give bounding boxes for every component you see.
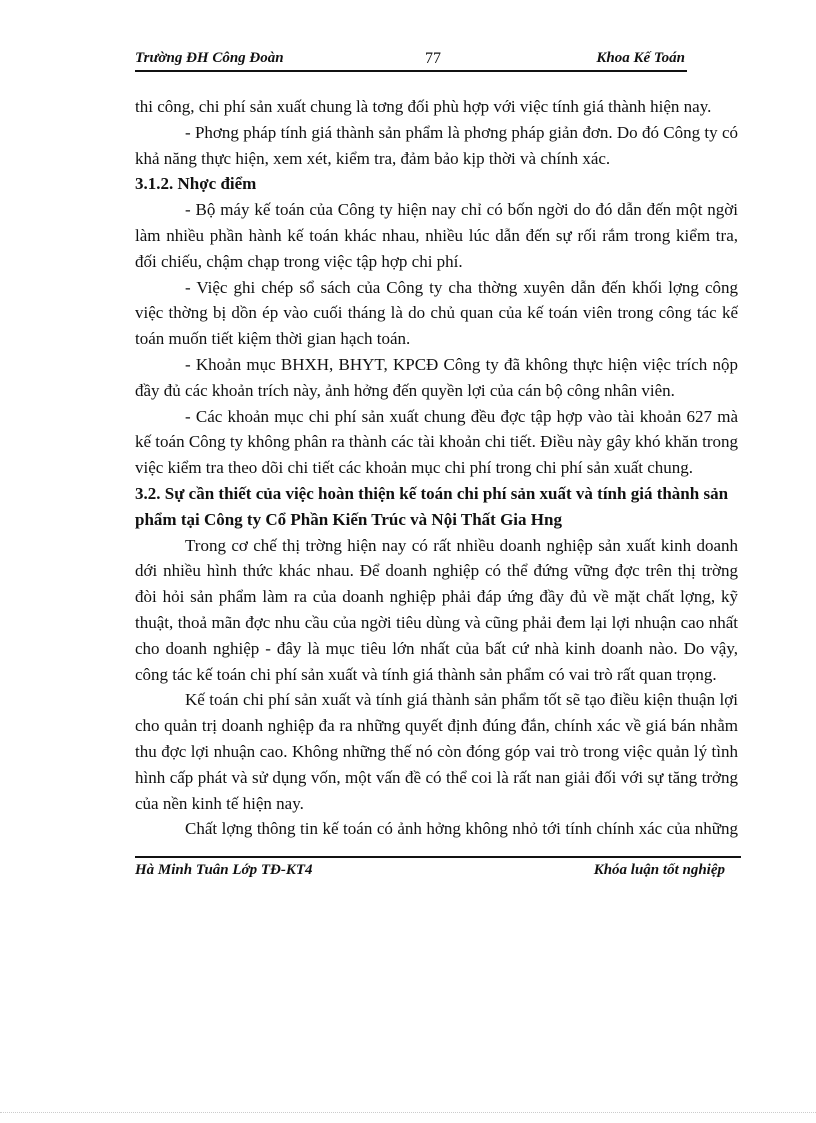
paragraph: Kế toán chi phí sản xuất và tính giá thành sản phẩm tốt sẽ tạo điều kiện thuận lợi cho quản trị doanh nghiệp đa ra những quyết định đúng đắn, chính xác về giá bán nhằm thu đợc lợi nhuận cao. Không những thế nó còn đóng góp vai trò trong việc quản lý tình hình cấp phát và sử dụng vốn, một vấn đề có thể coi là rất nan giải đối với sự tăng trởng của nền kinh tế hiện nay. — [135, 690, 738, 813]
header-faculty: Khoa Kế Toán — [596, 50, 685, 66]
paragraph: - Khoản mục BHXH, BHYT, KPCĐ Công ty đã không thực hiện việc trích nộp đầy đủ các khoản trích này, ảnh hởng đến quyền lợi của cán bộ công nhân viên. — [135, 354, 738, 400]
document-body — [135, 94, 738, 844]
page-footer — [135, 862, 725, 886]
header-school: Trường ĐH Công Đoàn — [135, 50, 284, 66]
paragraph: - Việc ghi chép sổ sách của Công ty cha thờng xuyên dẫn đến khối lợng công việc thờng bị dồn ép vào cuối tháng là do chủ quan của kế toán viên trong công tác kế toán muốn tiết kiệm thời gian hạch toán. — [135, 277, 738, 349]
page-bottom-edge — [0, 1112, 816, 1123]
paragraph: thi công, chi phí sản xuất chung là tơng đối phù hợp với việc tính giá thành hiện nay. — [135, 97, 712, 116]
footer-divider — [135, 856, 741, 858]
paragraph: Chất lợng thông tin kế toán có ảnh hởng không nhỏ tới tính chính xác của những — [185, 819, 738, 839]
footer-doc-type: Khóa luận tốt nghiệp — [593, 862, 725, 878]
paragraph: - Các khoản mục chi phí sản xuất chung đều đợc tập hợp vào tài khoản 627 mà kế toán Công ty không phân ra thành các tài khoản chi tiết. Điều này gây khó khăn trong việc kiểm tra theo dõi chi tiết các khoản mục chi phí trong chi phí sản xuất chung. — [135, 406, 738, 478]
footer-author: Hà Minh Tuân Lớp TĐ-KT4 — [135, 862, 313, 878]
page-header — [135, 46, 685, 70]
header-divider — [135, 70, 687, 72]
section-heading: 3.2. Sự cần thiết của việc hoàn thiện kế toán chi phí sản xuất và tính giá thành sản phẩm tại Công ty Cổ Phần Kiến Trúc và Nội Thất Gia Hng — [135, 483, 729, 529]
header-page-number: 77 — [425, 50, 441, 67]
paragraph: - Bộ máy kế toán của Công ty hiện nay chỉ có bốn ngời do đó dẫn đến một ngời làm nhiều phần hành kế toán khác nhau, nhiều lúc dẫn đến sự rối rắm trong kiểm tra, đối chiếu, chậm chạp trong việc tập hợp chi phí. — [135, 200, 738, 271]
paragraph: Trong cơ chế thị trờng hiện nay có rất nhiều doanh nghiệp sản xuất kinh doanh dới nhiều hình thức khác nhau. Để doanh nghiệp có thể đứng vững đợc trên thị trờng đòi hỏi sản phẩm làm ra của doanh nghiệp phải đáp ứng đầy đủ về mặt chất lợng, kỹ thuật, thoả mãn đợc nhu cầu của ngời tiêu dùng và cũng phải đem lại lợi nhuận cao nhất cho doanh nghiệp - đây là mục tiêu lớn nhất của bất cứ nhà kinh doanh nào. Do vậy, công tác kế toán chi phí sản xuất và tính giá thành sản phẩm có vai trò rất quan trọng. — [135, 535, 738, 684]
paragraph: - Phơng pháp tính giá thành sản phẩm là phơng pháp giản đơn. Do đó Công ty có khả năng thực hiện, xem xét, kiểm tra, đảm bảo kịp thời và chính xác. — [135, 122, 738, 168]
section-heading: 3.1.2. Nhợc điểm — [135, 174, 257, 194]
